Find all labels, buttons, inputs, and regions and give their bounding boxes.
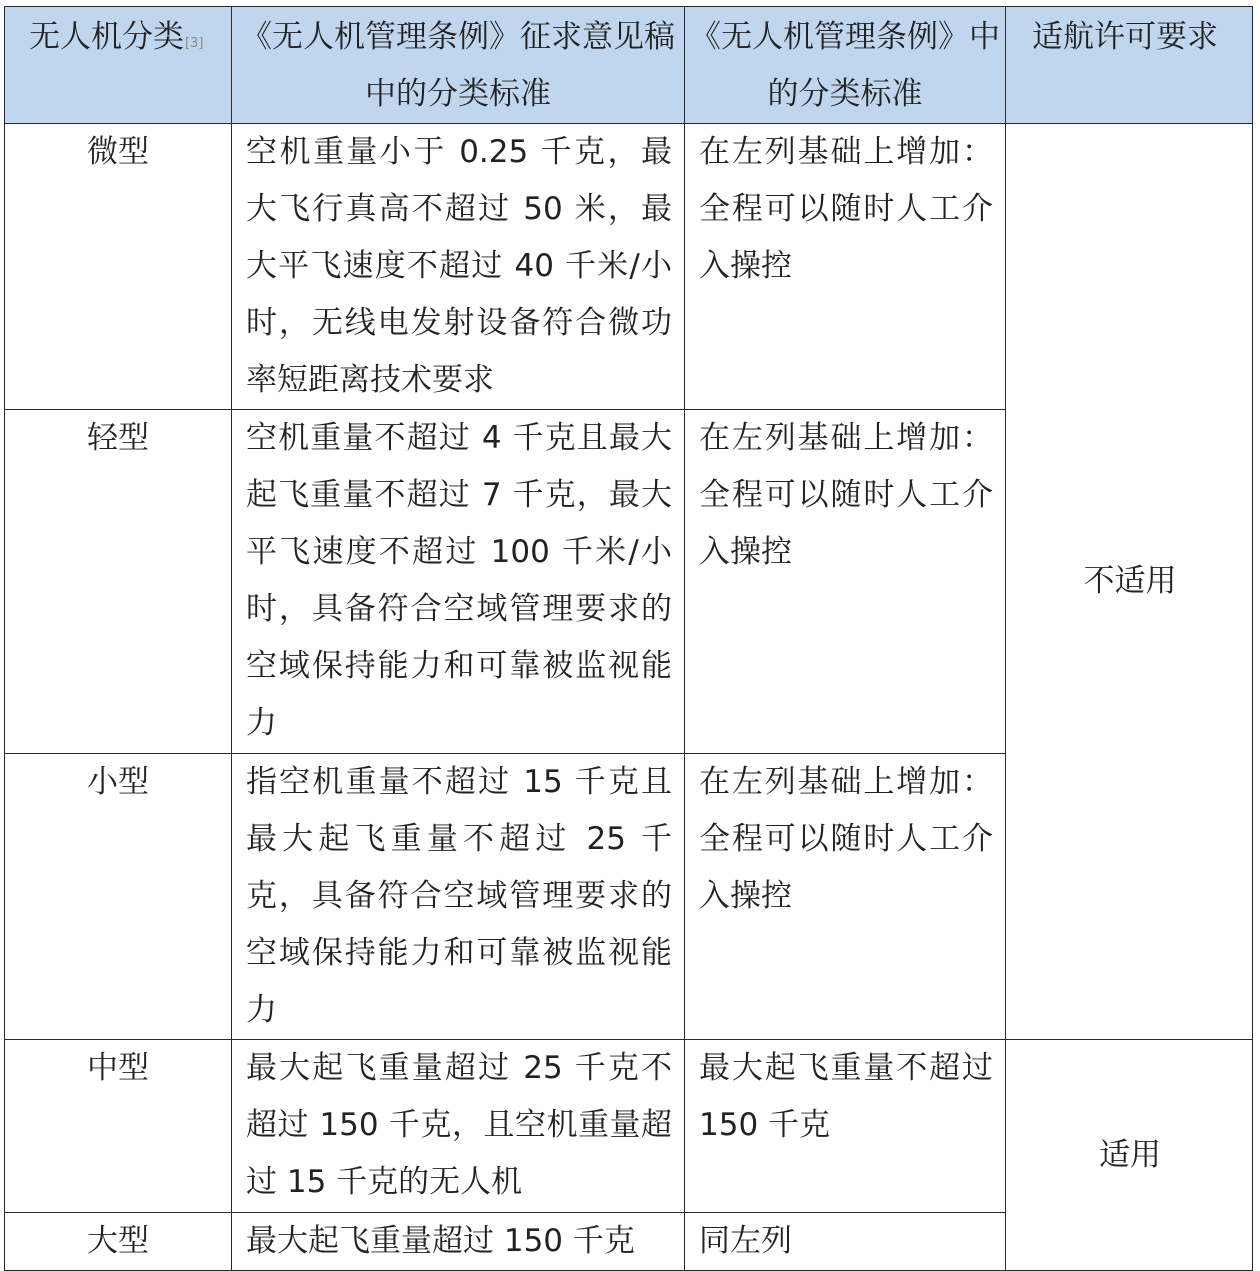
citation-link[interactable]: [3] — [185, 36, 204, 51]
header-airworthiness: 适航许可要求 — [1006, 7, 1253, 124]
header-row — [5, 7, 1253, 124]
header-final-standard: 《无人机管理条例》中的分类标准 — [685, 7, 1006, 124]
table-row — [5, 1040, 1253, 1213]
draft-standard-cell: 空机重量不超过 4 千克且最大起飞重量不超过 7 千克，最大平飞速度不超过 100 千米/小时，具备符合空域管理要求的空域保持能力和可靠被监视能力 — [232, 410, 685, 754]
final-standard-cell: 在左列基础上增加：全程可以随时人工介入操控 — [685, 754, 1006, 1040]
category-cell: 中型 — [5, 1040, 232, 1213]
final-standard-cell: 在左列基础上增加：全程可以随时人工介入操控 — [685, 410, 1006, 754]
airworthiness-cell-not-applicable: 不适用 — [1006, 124, 1253, 1040]
final-standard-cell: 同左列 — [685, 1213, 1006, 1271]
table-row — [5, 124, 1253, 410]
header-draft-standard: 《无人机管理条例》征求意见稿中的分类标准 — [232, 7, 685, 124]
draft-standard-cell: 最大起飞重量超过 25 千克不超过 150 千克，且空机重量超过 15 千克的无人机 — [232, 1040, 685, 1213]
category-cell: 小型 — [5, 754, 232, 1040]
final-standard-cell: 最大起飞重量不超过 150 千克 — [685, 1040, 1006, 1213]
category-cell: 轻型 — [5, 410, 232, 754]
drone-classification-table — [4, 6, 1253, 1271]
header-category — [5, 7, 232, 124]
draft-standard-cell: 空机重量小于 0.25 千克，最大飞行真高不超过 50 米，最大平飞速度不超过 40 千米/小时，无线电发射设备符合微功率短距离技术要求 — [232, 124, 685, 410]
category-cell: 微型 — [5, 124, 232, 410]
header-category-label: 无人机分类 — [29, 19, 184, 55]
draft-standard-cell: 最大起飞重量超过 150 千克 — [232, 1213, 685, 1271]
final-standard-cell: 在左列基础上增加：全程可以随时人工介入操控 — [685, 124, 1006, 410]
airworthiness-cell-applicable: 适用 — [1006, 1040, 1253, 1271]
category-cell: 大型 — [5, 1213, 232, 1271]
draft-standard-cell: 指空机重量不超过 15 千克且最大起飞重量不超过 25 千克，具备符合空域管理要求的空域保持能力和可靠被监视能力 — [232, 754, 685, 1040]
